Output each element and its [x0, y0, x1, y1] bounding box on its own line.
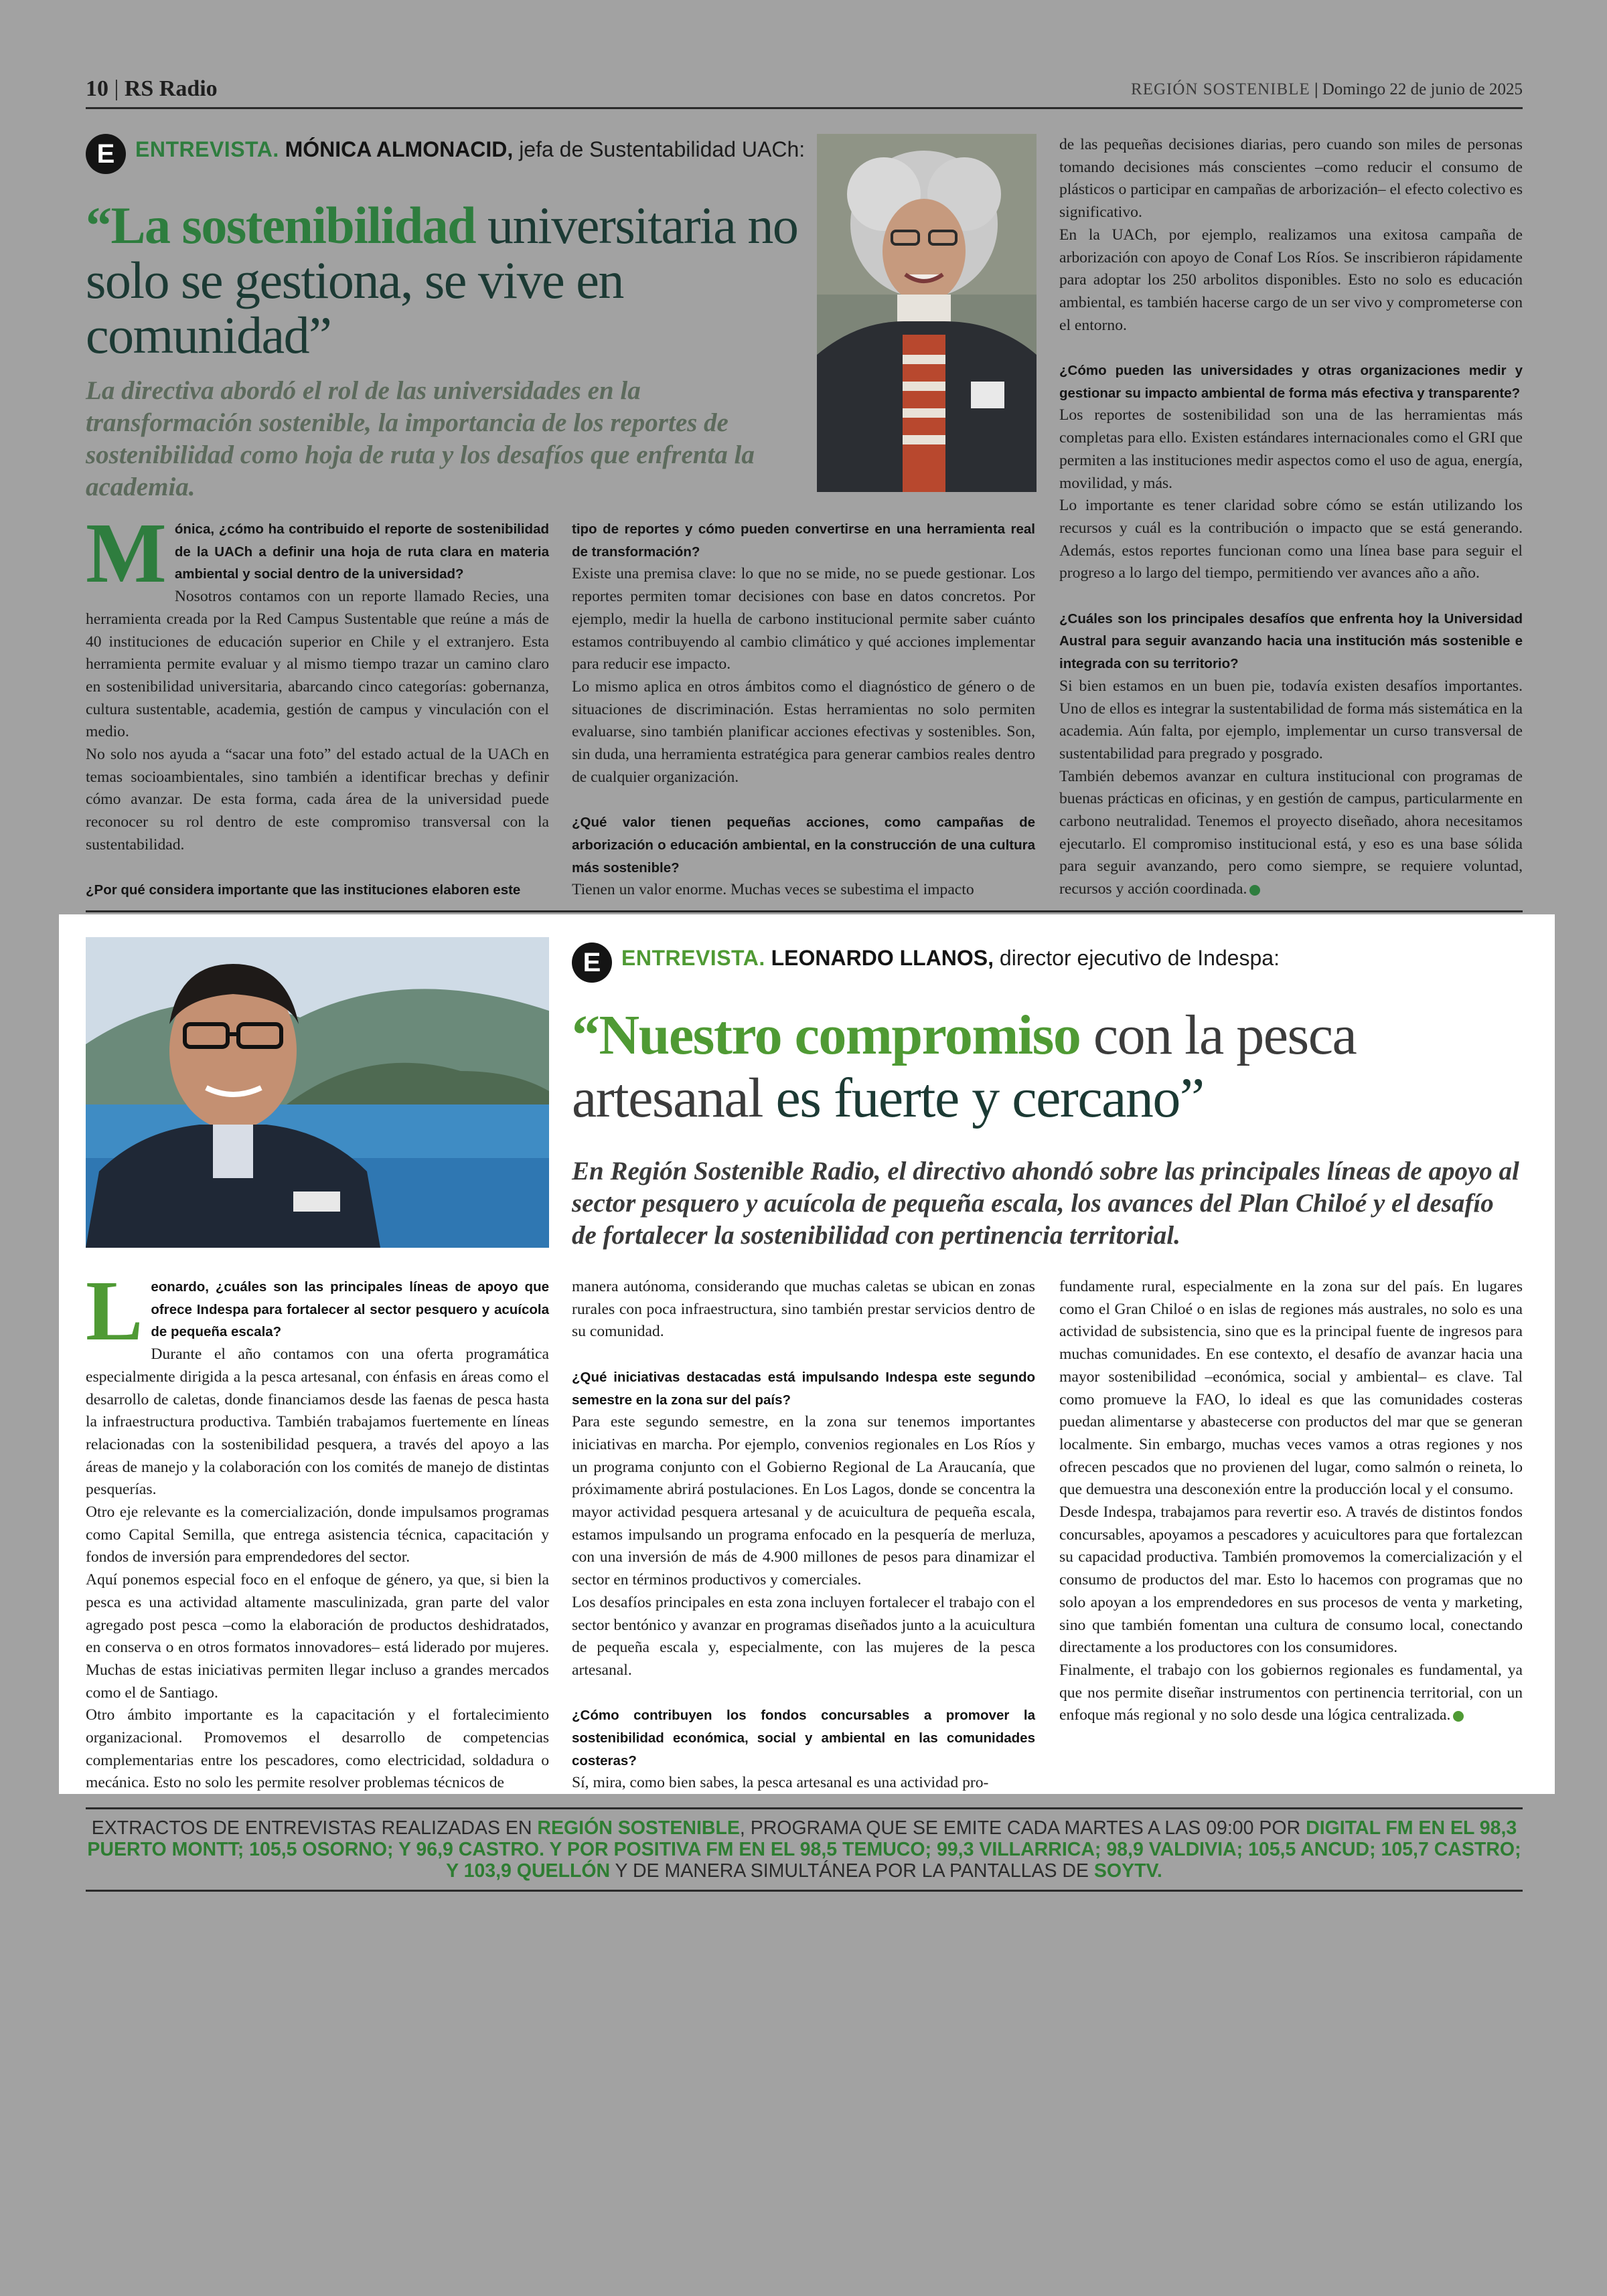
credit-text: EXTRACTOS DE ENTREVISTAS REALIZADAS EN [91, 1817, 538, 1839]
top-dek: La directiva abordó el rol de las universidades en la transformación sostenible, la importancia de los reportes de sostenibilidad como hoja de ruta y los desafíos que enfrenta la academia. [86, 376, 755, 501]
top-column-2 [572, 518, 1035, 902]
top-headline [86, 198, 809, 363]
portrait-man-coast-icon [86, 937, 549, 1248]
answer-paragraph: manera autónoma, considerando que muchas caletas se ubican en zonas rurales con poca infraestructura, sino también prestar servicios dentro de su comunidad. [572, 1278, 1035, 1341]
bottom-headline-dark: es fuerte y cercano” [775, 1067, 1204, 1129]
interviewee-role: director ejecutivo de Indespa: [994, 945, 1280, 970]
answer-paragraph [1059, 766, 1523, 901]
answer-paragraph: Tienen un valor enorme. Muchas veces se subestima el impacto [572, 881, 974, 899]
page-number: 10 [86, 76, 108, 101]
top-kicker [86, 134, 809, 174]
bottom-photo [86, 937, 549, 1248]
question: ¿Qué iniciativas destacadas está impulsando Indespa este segundo semestre en la zona sur del país? [572, 1369, 1035, 1408]
answer-paragraph [1059, 1659, 1523, 1727]
end-dot-icon [1249, 885, 1260, 896]
interviewee-name: MÓNICA ALMONACID, [285, 137, 514, 161]
section-divider [86, 910, 1523, 912]
bottom-column-1 [86, 1263, 549, 1795]
answer-paragraph: Si bien estamos en un buen pie, todavía existen desafíos importantes. Uno de ellos es integrar la sustentabilidad de forma más sistemática en la academia. Aún falta, por ejemplo, implementar un curso transversal de sustentabilidad para pregrado y posgrado. [1059, 677, 1523, 762]
answer-paragraph: Los desafíos principales en esta zona incluyen fortalecer el trabajo con el sector bentónico y avanzar en programas diseñados junto a la acuicultura de pequeña escala y, especialmente, con las mujeres de la pesca artesanal. [572, 1593, 1035, 1679]
answer-paragraph: En la UACh, por ejemplo, realizamos una exitosa campaña de arborización con apoyo de Conaf Los Ríos. Se inscribieron rápidamente para adoptar los 250 arbolitos disponibles. Esto no solo es educación ambiental, es también hacerse cargo de un ser vivo y comprometerse con el entorno. [1059, 226, 1523, 334]
answer-paragraph: Lo importante es tener claridad sobre cómo se están utilizando los recursos y cuál es la contribución o impacto que se está generando. Además, estos reportes funcionan como una línea base para seguir el progreso a lo largo del tiempo, permitiendo ver avances año a año. [1059, 497, 1523, 582]
credit-highlight: REGIÓN SOSTENIBLE [537, 1817, 740, 1839]
portrait-woman-icon [817, 134, 1037, 492]
answer-paragraph: Sí, mira, como bien sabes, la pesca artesanal es una actividad pro- [572, 1774, 989, 1792]
bottom-kicker [572, 942, 1523, 983]
broadcast-credit [86, 1807, 1523, 1892]
answer-paragraph: Durante el año contamos con una oferta programática especialmente dirigida a la pesca artesanal, con énfasis en áreas como el desarrollo de caletas, donde financiamos desde las faenas de pesca hasta la infraestructura productiva. También trabajamos fuertemente en líneas relacionadas con la sostenibilidad pesquera, a través del apoyo a las áreas de manejo y la colaboración con los comités de manejo de distintas pesquerías. [86, 1345, 549, 1499]
interviewee-name: LEONARDO LLANOS, [771, 945, 994, 970]
answer-paragraph: No solo nos ayuda a “sacar una foto” del estado actual de la UACh en temas socioambientales, sino también a identificar brechas y definir cómo avanzar. De esta forma, cada área de la universidad puede reconocer su rol dentro de este compromiso transversal con la sustentabilidad. [86, 746, 549, 853]
interview-tag: ENTREVISTA. [135, 137, 279, 161]
question: ¿Cuáles son los principales desafíos que enfrenta hoy la Universidad Austral para seguir avanzando hacia una institución más sostenible e integrada con su territorio? [1059, 610, 1523, 672]
credit-highlight: DIGITAL FM EN EL 98,3 PUERTO MONTT; 105,5 OSORNO; Y 96,9 CASTRO. Y POR POSITIVA FM EN EL 98,5 TEMUCO; 99,3 VILLARRICA; 98,9 VALDIVIA; 105,5 ANCUD; 105,7 CASTRO; Y 103,9 QUELLÓN [87, 1817, 1521, 1882]
top-headline-bold: “La sostenibilidad [86, 196, 476, 254]
interviewee-role: jefa de Sustentabilidad UACh: [513, 137, 806, 161]
question: ¿Por qué considera importante que las instituciones elaboren este [86, 882, 521, 898]
dropcap-l: L [86, 1263, 143, 1358]
answer-paragraph: fundamente rural, especialmente en la zona sur del país. En lugares como el Gran Chiloé o en islas de regiones más australes, no solo es una actividad de subsistencia, sino que es la principal fuente de ingresos para muchas comunidades. En ese contexto, el desafío de avanzar hacia una mayor sostenibilidad –económica, social y ambiental– es clave. Tal como promueve la FAO, lo ideal es que las comunidades costeras puedan alimentarse y abastecerse con productos del mar que se generan localmente. Sin embargo, muchas veces vamos a otras regiones y nos ofrecen pescados que no provienen del lugar, como salmón o reineta, lo que demuestra una desconexión entre la producción local y el consumo. [1059, 1278, 1523, 1499]
top-column-3 [1059, 134, 1523, 901]
top-headline-rest: universitaria no solo se gestiona, se vive en comunidad” [86, 196, 798, 364]
credit-highlight: SOYTV. [1093, 1860, 1162, 1882]
top-column-1 [86, 505, 549, 902]
question: tipo de reportes y cómo pueden convertirse en una herramienta real de transformación? [572, 521, 1035, 560]
answer-paragraph: Aquí ponemos especial foco en el enfoque de género, ya que, si bien la pesca es una actividad altamente masculinizada, gran parte del valor agregado post pesca –como la elaboración de productos deshidratados, en conserva o en otros formatos innovadores– está liderado por mujeres. Muchas de estas iniciativas permiten llegar incluso a grandes mercados como el de Santiago. [86, 1571, 549, 1702]
credit-text: , PROGRAMA QUE SE EMITE CADA MARTES A LAS 09:00 POR [739, 1817, 1306, 1839]
answer-paragraph: Nosotros contamos con un reporte llamado Recies, una herramienta creada por la Red Campus Sustentable que reúne a más de 40 instituciones de educación superior en Chile y el extranjero. Esta herramienta permite evaluar y al mismo tiempo trazar un camino claro en sostenibilidad universitaria, abarcando cinco categorías: gobernanza, cultura sustentable, academia, gestión de campus y vinculación con el medio. [86, 588, 549, 741]
question: ¿Cómo contribuyen los fondos concursables a promover la sostenibilidad económica, social y ambiental en las comunidades costeras? [572, 1708, 1035, 1769]
question: eonardo, ¿cuáles son las principales líneas de apoyo que ofrece Indespa para fortalecer al sector pesquero y acuícola de pequeña escala? [151, 1279, 549, 1340]
question: ¿Cómo pueden las universidades y otras organizaciones medir y gestionar su impacto ambiental de forma más efectiva y transparente? [1059, 363, 1523, 401]
top-photo [817, 134, 1037, 492]
page-section: 10 | RS Radio [86, 76, 218, 101]
answer-paragraph: Los reportes de sostenibilidad son una de las herramientas más completas para ello. Existen estándares internacionales como el GRI que permiten a las instituciones medir aspectos como el uso de agua, energía, movilidad, y más. [1059, 406, 1523, 492]
answer-paragraph: Otro ámbito importante es la capacitación y el fortalecimiento organizacional. Promovemos el desarrollo de competencias complementarias entre los pescadores, como electricidad, soldadura o mecánica. Esto no solo les permite resolver problemas técnicos de [86, 1706, 549, 1792]
question: ónica, ¿cómo ha contribuido el reporte de sostenibilidad de la UACh a definir una hoja de ruta clara en materia ambiental y social dentro de la universidad? [174, 521, 549, 582]
publication-name: REGIÓN SOSTENIBLE [1131, 80, 1310, 98]
answer-paragraph: Existe una premisa clave: lo que no se mide, no se puede gestionar. Los reportes permiten tomar decisiones con base en datos concretos. Por ejemplo, medir la huella de carbono institucional permite saber cuánto estamos contribuyendo al cambio climático y qué acciones implementar para reducir ese impacto. [572, 565, 1035, 673]
bottom-headline [572, 1004, 1523, 1130]
page-header [86, 72, 1523, 109]
bottom-column-2 [572, 1276, 1035, 1795]
credit-text: Y DE MANERA SIMULTÁNEA POR LA PANTALLAS DE [610, 1860, 1094, 1882]
interview-badge-icon: E [572, 942, 612, 983]
dropcap-m: M [86, 505, 167, 600]
section-name: RS Radio [124, 76, 218, 101]
interview-badge-icon: E [86, 134, 126, 174]
answer-paragraph: Desde Indespa, trabajamos para revertir eso. A través de distintos fondos concursables, apoyamos a pescadores y acuicultores para que fortalezcan su capacidad productiva. También promovemos la comercialización y el consumo de productos del mar. Esto lo hacemos con programas que no solo apoyan a los emprendedores en sus procesos de venta y marketing, sino que también fomentan una cultura de consumo local, conectando directamente a los productores con los consumidores. [1059, 1503, 1523, 1657]
bottom-dek: En Región Sostenible Radio, el directivo ahondó sobre las principales líneas de apoyo al sector pesquero y acuícola de pequeña escala, los avances del Plan Chiloé y el desafío de fortalecer la sostenibilidad con pertinencia territorial. [572, 1157, 1519, 1250]
answer-paragraph: Otro eje relevante es la comercialización, donde impulsamos programas como Capital Semilla, que entrega asistencia técnica, capacitación y fondos de inversión para emprendedores del sector. [86, 1503, 549, 1566]
page-dateline: REGIÓN SOSTENIBLE | Domingo 22 de junio de 2025 [1131, 80, 1523, 98]
answer-paragraph: de las pequeñas decisiones diarias, pero cuando son miles de personas tomando decisiones más conscientes –como reducir el consumo de plásticos o participar en campañas de arborización– el efecto colectivo es significativo. [1059, 136, 1523, 222]
end-dot-icon [1453, 1711, 1464, 1722]
question: ¿Qué valor tienen pequeñas acciones, como campañas de arborización o educación ambiental, en la construcción de una cultura más sostenible? [572, 815, 1035, 876]
bottom-column-3 [1059, 1276, 1523, 1727]
answer-text: Finalmente, el trabajo con los gobiernos regionales es fundamental, ya que nos permite diseñar instrumentos con pertinencia territorial, con un enfoque más regional y no solo desde una lógica centralizada. [1059, 1661, 1523, 1724]
bottom-headline-mid: con la pesca artesanal [572, 1004, 1357, 1129]
bottom-headline-bold: “Nuestro compromiso [572, 1004, 1081, 1066]
answer-paragraph: Lo mismo aplica en otros ámbitos como el diagnóstico de género o de situaciones de discriminación. Estas herramientas no solo permiten evaluarse, sino también planificar acciones efectivas y sostenibles. Son, sin duda, una herramienta estratégica para generar cambios reales dentro de cualquier organización. [572, 677, 1035, 786]
interview-tag: ENTREVISTA. [621, 945, 765, 970]
answer-paragraph: Para este segundo semestre, en la zona sur tenemos importantes iniciativas en marcha. Por ejemplo, convenios regionales en Los Ríos y un programa conjunto con el Gobierno Regional de La Araucanía, que próximamente abrirá postulaciones. En Los Lagos, donde se concentra la mayor actividad pesquera artesanal y de acuicultura de pequeña escala, estamos impulsando un programa enfocado en la pesquería de merluza, con una inversión de más de 4.900 millones de pesos para dinamizar el sector en términos productivos y comerciales. [572, 1413, 1035, 1589]
answer-text: También debemos avanzar en cultura institucional con programas de buenas prácticas en oficinas, y en gestión de campus, particularmente en carbono neutralidad. Tenemos el proyecto diseñado, ahora necesitamos ejecutarlo. El compromiso institucional está, y eso es una base sólida para seguir avanzando, pero como siempre, se requiere voluntad, recursos y acción coordinada. [1059, 767, 1523, 898]
publication-date: Domingo 22 de junio de 2025 [1322, 80, 1523, 98]
